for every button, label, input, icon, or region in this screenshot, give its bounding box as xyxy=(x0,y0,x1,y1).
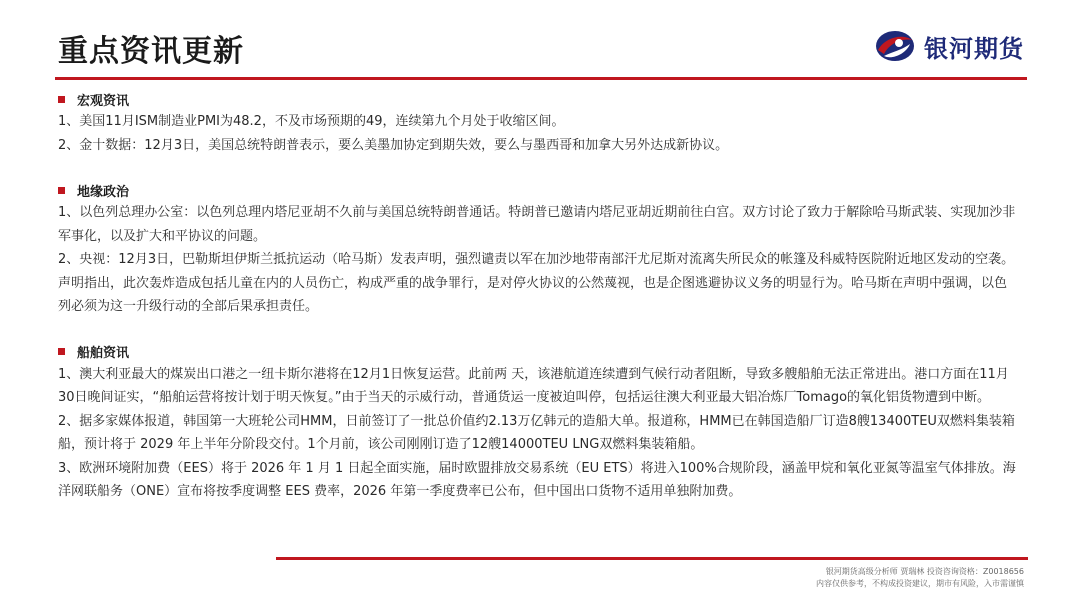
square-bullet-icon xyxy=(58,187,65,194)
risk-disclaimer: 内容仅供参考，不构成投资建议，期市有风险，入市需谨慎 xyxy=(816,579,1024,588)
section-heading-text: 船舶资讯 xyxy=(77,346,130,361)
section-heading xyxy=(58,179,1018,201)
news-item: 2、金十数据：12月3日，美国总统特朗普表示，要么美墨加协定到期失效，要么与墨西哥和加拿大另外达成新协议。 xyxy=(58,137,729,153)
galaxy-logo-icon xyxy=(874,28,916,64)
section-shipping xyxy=(58,341,1018,504)
section-heading-text: 地缘政治 xyxy=(77,184,130,200)
brand-logo xyxy=(874,26,1024,66)
section-heading xyxy=(58,341,1018,363)
header-divider xyxy=(55,77,1027,80)
news-item: 2、据多家媒体报道，韩国第一大班轮公司HMM，日前签订了一批总价值约2.13万亿韩元的造船大单。报道称，HMM已在韩国造船厂订造8艘13400TEU双燃料集装箱船，预计将于 2029 年上半年分阶段交付。1个月前，该公司刚刚订造了12艘14000TEU LNG双燃料集装箱船。 xyxy=(58,413,1015,452)
section-heading-text: 宏观资讯 xyxy=(77,93,130,109)
news-item: 1、美国11月ISM制造业PMI为48.2，不及市场预期的49，连续第九个月处于收缩区间。 xyxy=(58,114,565,129)
news-item: 1、以色列总理办公室：以色列总理内塔尼亚胡不久前与美国总统特朗普通话。特朗普已邀请内塔尼亚胡近期前往白宫。双方讨论了致力于解除哈马斯武装、实现加沙非军事化，以及扩大和平协议的问题。 xyxy=(58,205,1016,244)
footer-divider xyxy=(276,557,1028,560)
analyst-credential: 银河期货高级分析师 贾瑞林 投资咨询资格：Z0018656 xyxy=(825,567,1024,576)
news-item: 2、央视：12月3日，巴勒斯坦伊斯兰抵抗运动（哈马斯）发表声明，强烈谴责以军在加沙地带南部汗尤尼斯对流离失所民众的帐篷及科威特医院附近地区发动的空袭。声明指出，此次轰炸造成包括儿童在内的人员伤亡，构成严重的战争罪行，是对停火协议的公然蔑视，也是企图逃避协议义务的明显行为。哈马斯在声明中强调，以色列必须为这一升级行动的全部后果承担责任。 xyxy=(58,252,1015,314)
news-content xyxy=(58,88,1018,526)
square-bullet-icon xyxy=(58,348,65,355)
section-heading xyxy=(58,88,1018,110)
logo-text: 银河期货 xyxy=(924,34,1024,63)
page-title: 重点资讯更新 xyxy=(58,34,244,69)
section-geopolitics xyxy=(58,179,1018,319)
square-bullet-icon xyxy=(58,96,65,103)
news-item: 1、澳大利亚最大的煤炭出口港之一纽卡斯尔港将在12月1日恢复运营。此前两 天，该港航道连续遭到气候行动者阻断，导致多艘船舶无法正常进出。港口方面在11月30日晚间证实，“船舶运营将按计划于明天恢复。”由于当天的示威行动，普通货运一度被迫叫停，包括运往澳大利亚最大铝冶炼厂Tomago的氧化铝货物遭到中断。 xyxy=(58,366,1009,405)
section-macro xyxy=(58,88,1018,157)
page-header xyxy=(0,0,1080,80)
news-item: 3、欧洲环境附加费（EES）将于 2026 年 1 月 1 日起全面实施，届时欧盟排放交易系统（EU ETS）将进入100%合规阶段，涵盖甲烷和氧化亚氮等温室气体排放。海洋网联船务（ONE）宣布将按季度调整 EES 费率，2026 年第一季度费率已公布，但中国出口货物不适用单独附加费。 xyxy=(58,460,1016,499)
footer-disclaimer xyxy=(816,566,1024,590)
